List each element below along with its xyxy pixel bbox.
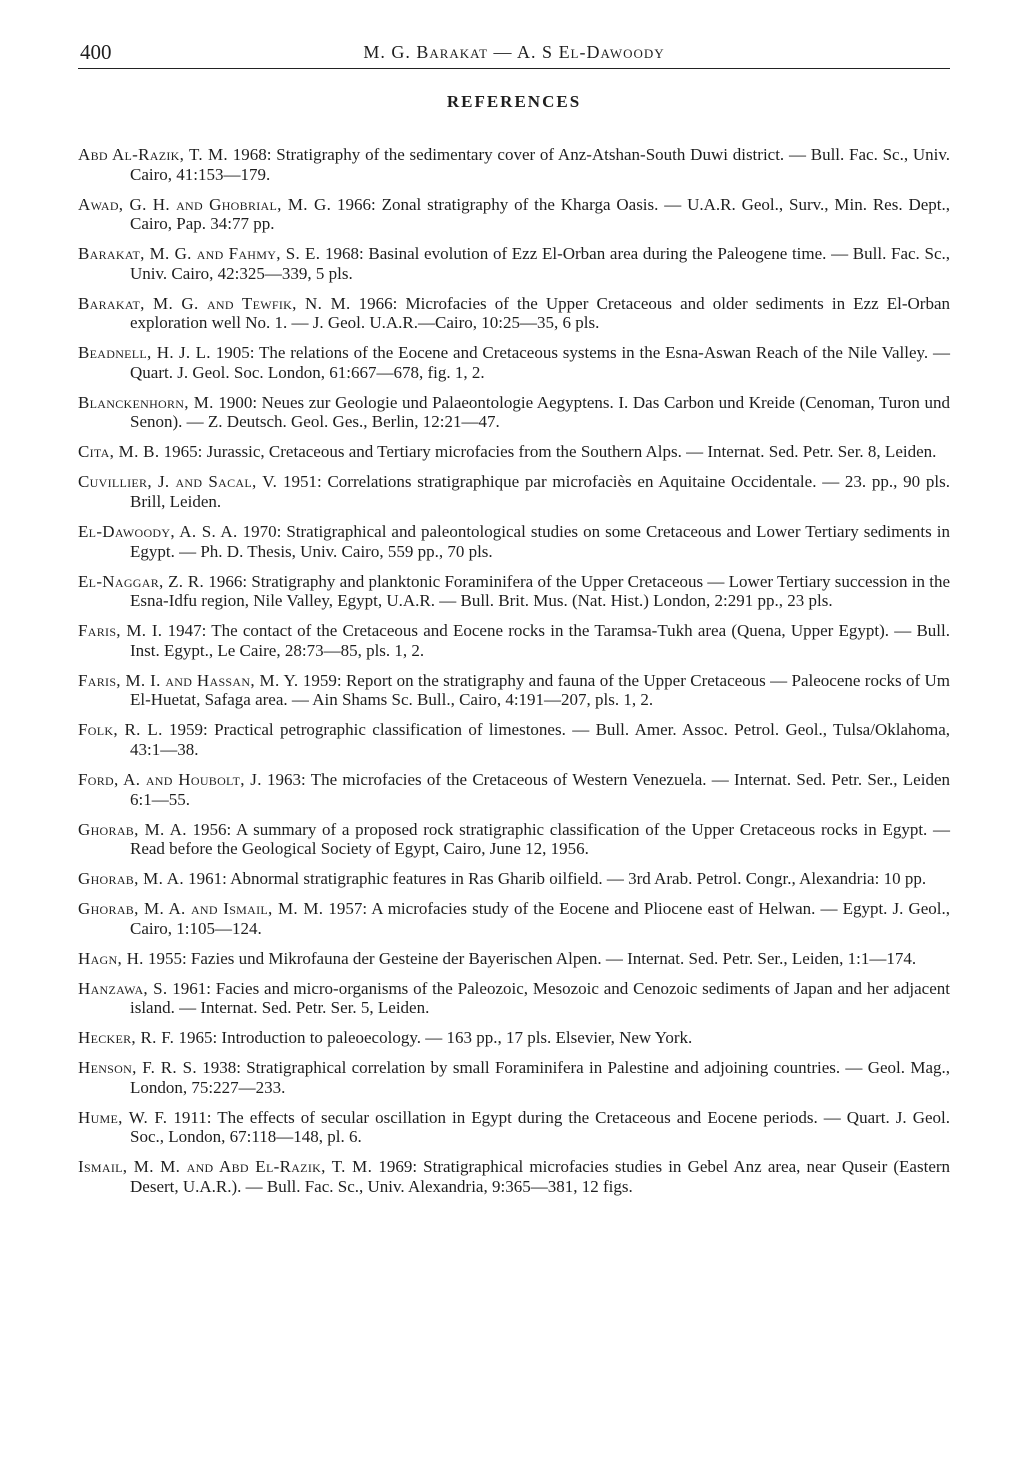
reference-entry	[78, 1108, 950, 1147]
reference-author: Barakat, M. G. and Tewfik, N. M.	[78, 293, 351, 313]
reference-entry	[78, 899, 950, 938]
reference-author: Cuvillier, J. and Sacal, V.	[78, 472, 278, 492]
reference-author: Hanzawa, S.	[78, 978, 168, 998]
reference-text: 1957: A microfacies study of the Eocene and Pliocene east of Helwan. — Egypt. J. Geol., Cairo, 1:105—124.	[130, 899, 951, 938]
reference-entry	[78, 1058, 950, 1097]
reference-text: 1947: The contact of the Cretaceous and Eocene rocks in the Taramsa-Tukh area (Quena, Upper Egypt). — Bull. Inst. Egypt., Le Caire, 28:73—85, pls. 1, 2.	[130, 621, 950, 660]
reference-author: Abd Al-Razik, T. M.	[78, 145, 228, 164]
reference-author: Ghorab, M. A.	[78, 869, 184, 889]
reference-text: 1969: Stratigraphical microfacies studies in Gebel Anz area, near Quseir (Eastern Desert, U.A.R.). — Bull. Fac. Sc., Univ. Alexandria, 9:365—381, 12 figs.	[130, 1157, 951, 1196]
reference-author: Ghorab, M. A. and Ismail, M. M.	[78, 899, 324, 919]
reference-text: 1955: Fazies und Mikrofauna der Gesteine der Bayerischen Alpen. — Internat. Sed. Petr. Ser., Leiden, 1:1—174.	[147, 948, 917, 968]
reference-entry	[78, 393, 950, 432]
reference-text: 1905: The relations of the Eocene and Cretaceous systems in the Esna-Aswan Reach of the Nile Valley. — Quart. J. Geol. Soc. London, 61:667—678, fig. 1, 2.	[130, 343, 950, 382]
reference-text: 1968: Basinal evolution of Ezz El-Orban area during the Paleogene time. — Bull. Fac. Sc., Univ. Cairo, 42:325—339, 5 pls.	[130, 244, 950, 283]
reference-author: Ford, A. and Houbolt, J.	[78, 769, 262, 789]
reference-entry	[78, 1028, 950, 1048]
reference-text: 1963: The microfacies of the Cretaceous of Western Venezuela. — Internat. Sed. Petr. Ser., Leiden 6:1—55.	[130, 769, 950, 809]
reference-author: Blanckenhorn, M.	[78, 392, 214, 412]
reference-author: El-Dawoody, A. S. A.	[78, 522, 238, 542]
page-number: 400	[80, 40, 112, 64]
reference-text: 1959: Practical petrographic classification of limestones. — Bull. Amer. Assoc. Petrol. Geol., Tulsa/Oklahoma, 43:1—38.	[130, 720, 951, 759]
running-header	[78, 40, 950, 69]
reference-entry	[78, 621, 950, 660]
reference-author: Barakat, M. G. and Fahmy, S. E.	[78, 244, 321, 264]
references-heading: REFERENCES	[446, 92, 582, 111]
reference-author: Ghorab, M. A.	[78, 819, 187, 839]
reference-entry	[78, 244, 950, 283]
reference-text: 1911: The effects of secular oscillation in Egypt during the Cretaceous and Eocene periods. — Quart. J. Geol. Soc., London, 67:118—148, pl. 6.	[130, 1107, 950, 1147]
reference-author: Hagn, H.	[78, 948, 144, 968]
reference-author: Beadnell, H. J. L.	[78, 343, 211, 363]
reference-entry	[78, 671, 950, 710]
reference-author: Henson, F. R. S.	[78, 1058, 197, 1078]
reference-text: 1966: Stratigraphy and planktonic Foraminifera of the Upper Cretaceous — Lower Tertiary succession in the Esna-Idfu region, Nile Valley, Egypt, U.A.R. — Bull. Brit. Mus. (Nat. Hist.) London, 2:291 pp., 23 pls.	[130, 571, 951, 611]
reference-entry	[78, 442, 950, 462]
reference-text: 1900: Neues zur Geologie und Palaeontologie Aegyptens. I. Das Carbon und Kreide (Cenoman, Turon und Senon). — Z. Deutsch. Geol. Ges., Berlin, 12:21—47.	[130, 392, 950, 432]
reference-entry	[78, 522, 950, 561]
running-head-authors: M. G. Barakat — A. S El-Dawoody	[363, 42, 665, 62]
reference-author: Awad, G. H. and Ghobrial, M. G.	[78, 194, 332, 214]
reference-text: 1965: Introduction to paleoecology. — 163 pp., 17 pls. Elsevier, New York.	[178, 1028, 693, 1048]
reference-text: 1951: Correlations stratigraphique par microfaciès en Aquitaine Occidentale. — 23. pp., 90 pls. Brill, Leiden.	[130, 472, 950, 512]
reference-author: Hume, W. F.	[78, 1107, 168, 1127]
reference-author: El-Naggar, Z. R.	[78, 571, 205, 591]
reference-entry	[78, 979, 950, 1018]
reference-text: 1970: Stratigraphical and paleontological studies on some Cretaceous and Lower Tertiary sediments in Egypt. — Ph. D. Thesis, Univ. Cairo, 559 pp., 70 pls.	[130, 522, 951, 561]
reference-entry	[78, 720, 950, 759]
references-list	[78, 145, 950, 1207]
reference-text: 1966: Zonal stratigraphy of the Kharga Oasis. — U.A.R. Geol., Surv., Min. Res. Dept., Cairo, Pap. 34:77 pp.	[130, 194, 950, 234]
reference-entry	[78, 770, 950, 809]
reference-text: 1956: A summary of a proposed rock stratigraphic classification of the Upper Cretaceous rocks in Egypt. — Read before the Geological Society of Egypt, Cairo, June 12, 1956.	[130, 819, 951, 859]
reference-text: 1965: Jurassic, Cretaceous and Tertiary microfacies from the Southern Alps. — Internat. Sed. Petr. Ser. 8, Leiden.	[163, 442, 937, 462]
reference-entry	[78, 869, 950, 889]
reference-entry	[78, 472, 950, 511]
reference-author: Hecker, R. F.	[78, 1028, 175, 1048]
reference-entry	[78, 1157, 950, 1196]
reference-text: 1966: Microfacies of the Upper Cretaceous and older sediments in Ezz El-Orban exploration well No. 1. — J. Geol. U.A.R.—Cairo, 10:25—35, 6 pls.	[130, 293, 951, 333]
reference-text: 1968: Stratigraphy of the sedimentary cover of Anz-Atshan-South Duwi district. — Bull. Fac. Sc., Univ. Cairo, 41:153—179.	[130, 145, 951, 184]
reference-author: Faris, M. I.	[78, 621, 163, 641]
reference-author: Ismail, M. M. and Abd El-Razik, T. M.	[78, 1157, 373, 1177]
reference-text: 1959: Report on the stratigraphy and fauna of the Upper Cretaceous — Paleocene rocks of Um El-Huetat, Safaga area. — Ain Shams Sc. Bull., Cairo, 4:191—207, pls. 1, 2.	[130, 670, 951, 710]
reference-author: Cita, M. B.	[78, 442, 160, 462]
reference-text: 1938: Stratigraphical correlation by small Foraminifera in Palestine and adjoining countries. — Geol. Mag., London, 75:227—233.	[130, 1058, 950, 1097]
reference-entry	[78, 949, 950, 969]
reference-entry	[78, 572, 950, 611]
reference-text: 1961: Abnormal stratigraphic features in Ras Gharib oilfield. — 3rd Arab. Petrol. Congr., Alexandria: 10 pp.	[188, 869, 927, 889]
reference-entry	[78, 820, 950, 859]
reference-text: 1961: Facies and micro-organisms of the Paleozoic, Mesozoic and Cenozoic sediments of Japan and her adjacent island. — Internat. Sed. Petr. Ser. 5, Leiden.	[130, 978, 950, 1018]
reference-entry	[78, 195, 950, 234]
reference-entry	[78, 294, 950, 333]
reference-entry	[78, 343, 950, 382]
reference-author: Folk, R. L.	[78, 720, 163, 740]
reference-entry	[78, 145, 950, 184]
reference-author: Faris, M. I. and Hassan, M. Y.	[78, 670, 299, 690]
